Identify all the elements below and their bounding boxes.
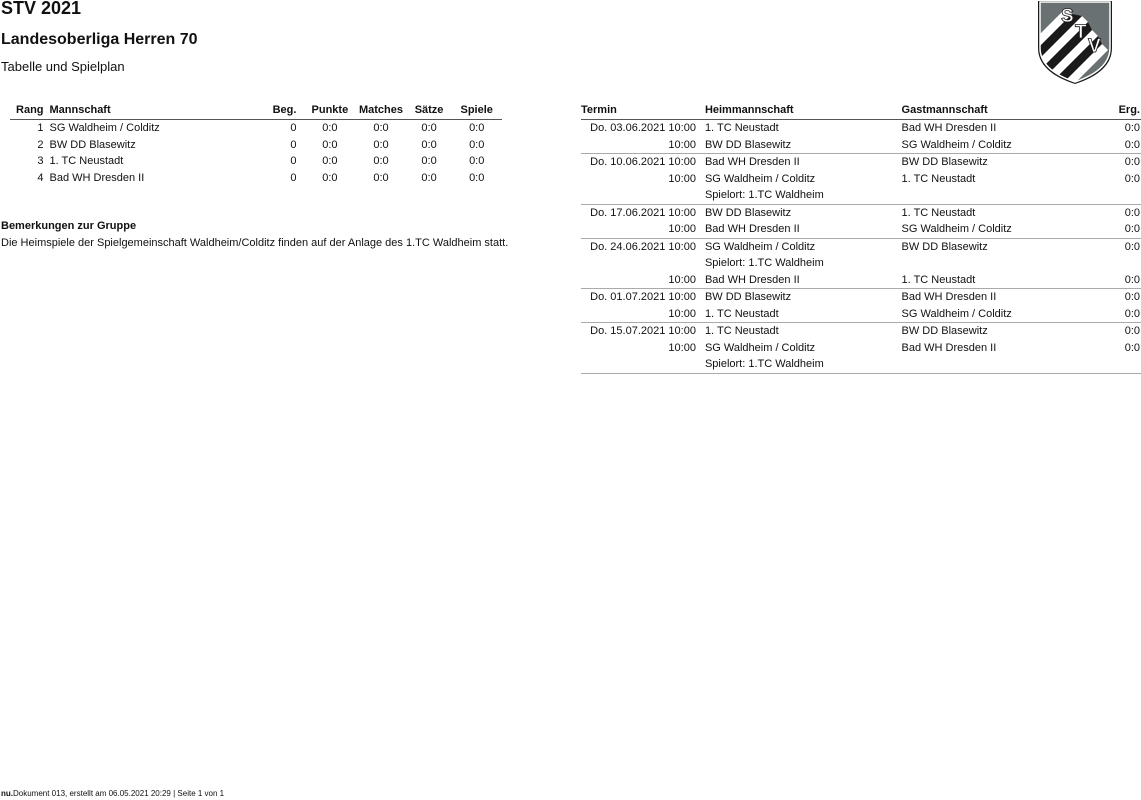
rank-cell: 2 bbox=[37, 138, 44, 151]
standings-header-row bbox=[10, 102, 502, 120]
home-team-cell: BW DD Blasewitz bbox=[705, 289, 902, 306]
col-gastmannschaft: Gastmannschaft bbox=[902, 102, 1111, 120]
schedule-row bbox=[581, 154, 1141, 171]
col-saetze: Sätze bbox=[407, 102, 452, 120]
beg-cell: 0 bbox=[290, 171, 297, 184]
result-cell: 0:0 bbox=[1111, 323, 1141, 340]
schedule-row bbox=[581, 340, 1141, 357]
footer bbox=[1, 789, 224, 798]
result-cell: 0:0 bbox=[1124, 138, 1140, 151]
schedule-row bbox=[581, 187, 1141, 204]
rank-cell: 4 bbox=[37, 171, 44, 184]
col-punkte: Punkte bbox=[304, 102, 355, 120]
schedule-row bbox=[581, 238, 1141, 255]
saetze-cell: 0:0 bbox=[421, 171, 437, 184]
guest-team-cell: 1. TC Neustadt bbox=[901, 273, 976, 286]
guest-team-cell: 1. TC Neustadt bbox=[902, 204, 1111, 221]
punkte-cell: 0:0 bbox=[322, 122, 338, 134]
termin-cell: 10:00 bbox=[668, 138, 696, 151]
termin-cell: 10:00 bbox=[668, 273, 696, 286]
schedule-row bbox=[581, 306, 1141, 323]
guest-team-cell: Bad WH Dresden II bbox=[901, 122, 997, 134]
home-team-cell: SG Waldheim / Colditz bbox=[705, 238, 902, 255]
page-title: STV 2021 bbox=[1, 0, 82, 18]
saetze-cell: 0:0 bbox=[421, 138, 437, 151]
rank-cell: 1 bbox=[37, 122, 44, 134]
schedule-row bbox=[581, 171, 1141, 188]
result-cell: 0:0 bbox=[1111, 204, 1141, 221]
termin-cell bbox=[581, 187, 705, 204]
result-cell: 0:0 bbox=[1124, 341, 1140, 354]
guest-team-cell: SG Waldheim / Colditz bbox=[901, 223, 1012, 235]
matches-cell: 0:0 bbox=[373, 122, 389, 134]
schedule-row bbox=[581, 120, 1141, 137]
termin-cell: 10:00 bbox=[668, 307, 696, 320]
result-cell: 0:0 bbox=[1124, 223, 1140, 235]
matches-cell: 0:0 bbox=[373, 155, 389, 167]
termin-cell: Do. 01.07.2021 10:00 bbox=[581, 289, 705, 306]
remarks-text: Die Heimspiele der Spielgemeinschaft Waldheim/Colditz finden auf der Anlage des 1.TC Waldheim statt. bbox=[1, 237, 509, 249]
schedule-row bbox=[581, 323, 1141, 340]
standings-row bbox=[10, 170, 502, 187]
logo-letter-t: T bbox=[1075, 22, 1087, 43]
result-cell: 0:0 bbox=[1111, 289, 1141, 306]
col-erg: Erg. bbox=[1111, 102, 1141, 120]
result-cell bbox=[1111, 255, 1141, 272]
termin-cell bbox=[581, 356, 705, 373]
termin-cell: 10:00 bbox=[668, 341, 696, 354]
result-cell bbox=[1111, 356, 1141, 373]
guest-team-cell: Bad WH Dresden II bbox=[902, 289, 1111, 306]
remarks-heading: Bemerkungen zur Gruppe bbox=[1, 220, 137, 232]
termin-cell: Do. 10.06.2021 10:00 bbox=[581, 154, 705, 171]
stv-club-logo-icon bbox=[1036, 0, 1114, 84]
standings-row bbox=[10, 153, 502, 170]
beg-cell: 0 bbox=[290, 155, 297, 167]
punkte-cell: 0:0 bbox=[322, 138, 338, 151]
team-cell: SG Waldheim / Colditz bbox=[49, 122, 160, 134]
team-cell: Bad WH Dresden II bbox=[49, 171, 145, 184]
spiele-cell: 0:0 bbox=[469, 138, 485, 151]
spiele-cell: 0:0 bbox=[469, 155, 485, 167]
footer-text: Dokument 013, erstellt am 06.05.2021 20:29 | Seite 1 von 1 bbox=[13, 789, 225, 798]
home-team-cell: BW DD Blasewitz bbox=[704, 138, 792, 151]
termin-cell: Do. 03.06.2021 10:00 bbox=[590, 122, 696, 134]
beg-cell: 0 bbox=[290, 122, 297, 134]
schedule-row bbox=[581, 221, 1141, 238]
schedule-header-row bbox=[581, 102, 1141, 120]
footer-prefix: nu. bbox=[1, 789, 13, 798]
beg-cell: 0 bbox=[290, 138, 297, 151]
guest-team-cell: BW DD Blasewitz bbox=[902, 154, 1111, 171]
result-cell: 0:0 bbox=[1124, 172, 1140, 185]
home-team-cell: Bad WH Dresden II bbox=[704, 273, 800, 286]
col-matches: Matches bbox=[355, 102, 406, 120]
guest-team-cell: 1. TC Neustadt bbox=[901, 172, 976, 185]
home-team-cell: 1. TC Neustadt bbox=[704, 122, 779, 134]
col-mannschaft: Mannschaft bbox=[50, 102, 253, 120]
schedule-row bbox=[581, 137, 1141, 154]
rank-cell: 3 bbox=[37, 155, 44, 167]
saetze-cell: 0:0 bbox=[421, 122, 437, 134]
result-cell: 0:0 bbox=[1111, 154, 1141, 171]
guest-team-cell: BW DD Blasewitz bbox=[902, 238, 1111, 255]
matches-cell: 0:0 bbox=[373, 171, 389, 184]
standings-row bbox=[10, 137, 502, 154]
matches-cell: 0:0 bbox=[373, 138, 389, 151]
guest-team-cell bbox=[902, 255, 1111, 272]
logo-letter-v: V bbox=[1088, 36, 1101, 57]
page-caption: Tabelle und Spielplan bbox=[1, 59, 125, 74]
col-termin: Termin bbox=[581, 102, 705, 120]
punkte-cell: 0:0 bbox=[322, 171, 338, 184]
termin-cell: Do. 17.06.2021 10:00 bbox=[581, 204, 705, 221]
col-spiele: Spiele bbox=[451, 102, 502, 120]
result-cell: 0:0 bbox=[1124, 307, 1140, 320]
col-heimmannschaft: Heimmannschaft bbox=[705, 102, 902, 120]
spiele-cell: 0:0 bbox=[469, 171, 485, 184]
result-cell: 0:0 bbox=[1124, 122, 1140, 134]
team-cell: BW DD Blasewitz bbox=[49, 138, 136, 151]
guest-team-cell: SG Waldheim / Colditz bbox=[901, 138, 1012, 151]
termin-cell: 10:00 bbox=[668, 223, 696, 235]
guest-team-cell: SG Waldheim / Colditz bbox=[901, 307, 1012, 320]
schedule-row bbox=[581, 356, 1141, 373]
schedule-row bbox=[581, 289, 1141, 306]
home-team-cell: 1. TC Neustadt bbox=[705, 323, 902, 340]
league-title: Landesoberliga Herren 70 bbox=[1, 31, 198, 48]
termin-cell bbox=[581, 255, 705, 272]
guest-team-cell: Bad WH Dresden II bbox=[901, 341, 997, 354]
home-team-cell: Spielort: 1.TC Waldheim bbox=[704, 257, 824, 269]
spiele-cell: 0:0 bbox=[469, 122, 485, 134]
termin-cell: 10:00 bbox=[668, 172, 696, 185]
home-team-cell: 1. TC Neustadt bbox=[704, 307, 779, 320]
result-cell: 0:0 bbox=[1111, 238, 1141, 255]
schedule-row bbox=[581, 255, 1141, 272]
home-team-cell: Bad WH Dresden II bbox=[704, 223, 800, 235]
logo-letter-s: S bbox=[1061, 6, 1074, 27]
home-team-cell: SG Waldheim / Colditz bbox=[704, 172, 816, 185]
home-team-cell: Spielort: 1.TC Waldheim bbox=[705, 356, 902, 373]
team-cell: 1. TC Neustadt bbox=[49, 155, 124, 167]
schedule-row bbox=[581, 204, 1141, 221]
guest-team-cell bbox=[902, 356, 1111, 373]
termin-cell: Do. 15.07.2021 10:00 bbox=[581, 323, 705, 340]
home-team-cell: SG Waldheim / Colditz bbox=[704, 341, 816, 354]
guest-team-cell: BW DD Blasewitz bbox=[902, 323, 1111, 340]
home-team-cell: BW DD Blasewitz bbox=[705, 204, 902, 221]
result-cell bbox=[1111, 187, 1141, 204]
standings-table bbox=[10, 102, 502, 186]
schedule-table bbox=[581, 102, 1141, 374]
result-cell: 0:0 bbox=[1124, 273, 1140, 286]
home-team-cell: Spielort: 1.TC Waldheim bbox=[704, 189, 824, 201]
col-beg: Beg. bbox=[252, 102, 304, 120]
saetze-cell: 0:0 bbox=[421, 155, 437, 167]
schedule-row bbox=[581, 272, 1141, 289]
termin-cell: Do. 24.06.2021 10:00 bbox=[581, 238, 705, 255]
guest-team-cell bbox=[902, 187, 1111, 204]
home-team-cell: Bad WH Dresden II bbox=[705, 154, 902, 171]
col-rang: Rang bbox=[10, 102, 50, 120]
punkte-cell: 0:0 bbox=[322, 155, 338, 167]
standings-row bbox=[10, 120, 502, 137]
